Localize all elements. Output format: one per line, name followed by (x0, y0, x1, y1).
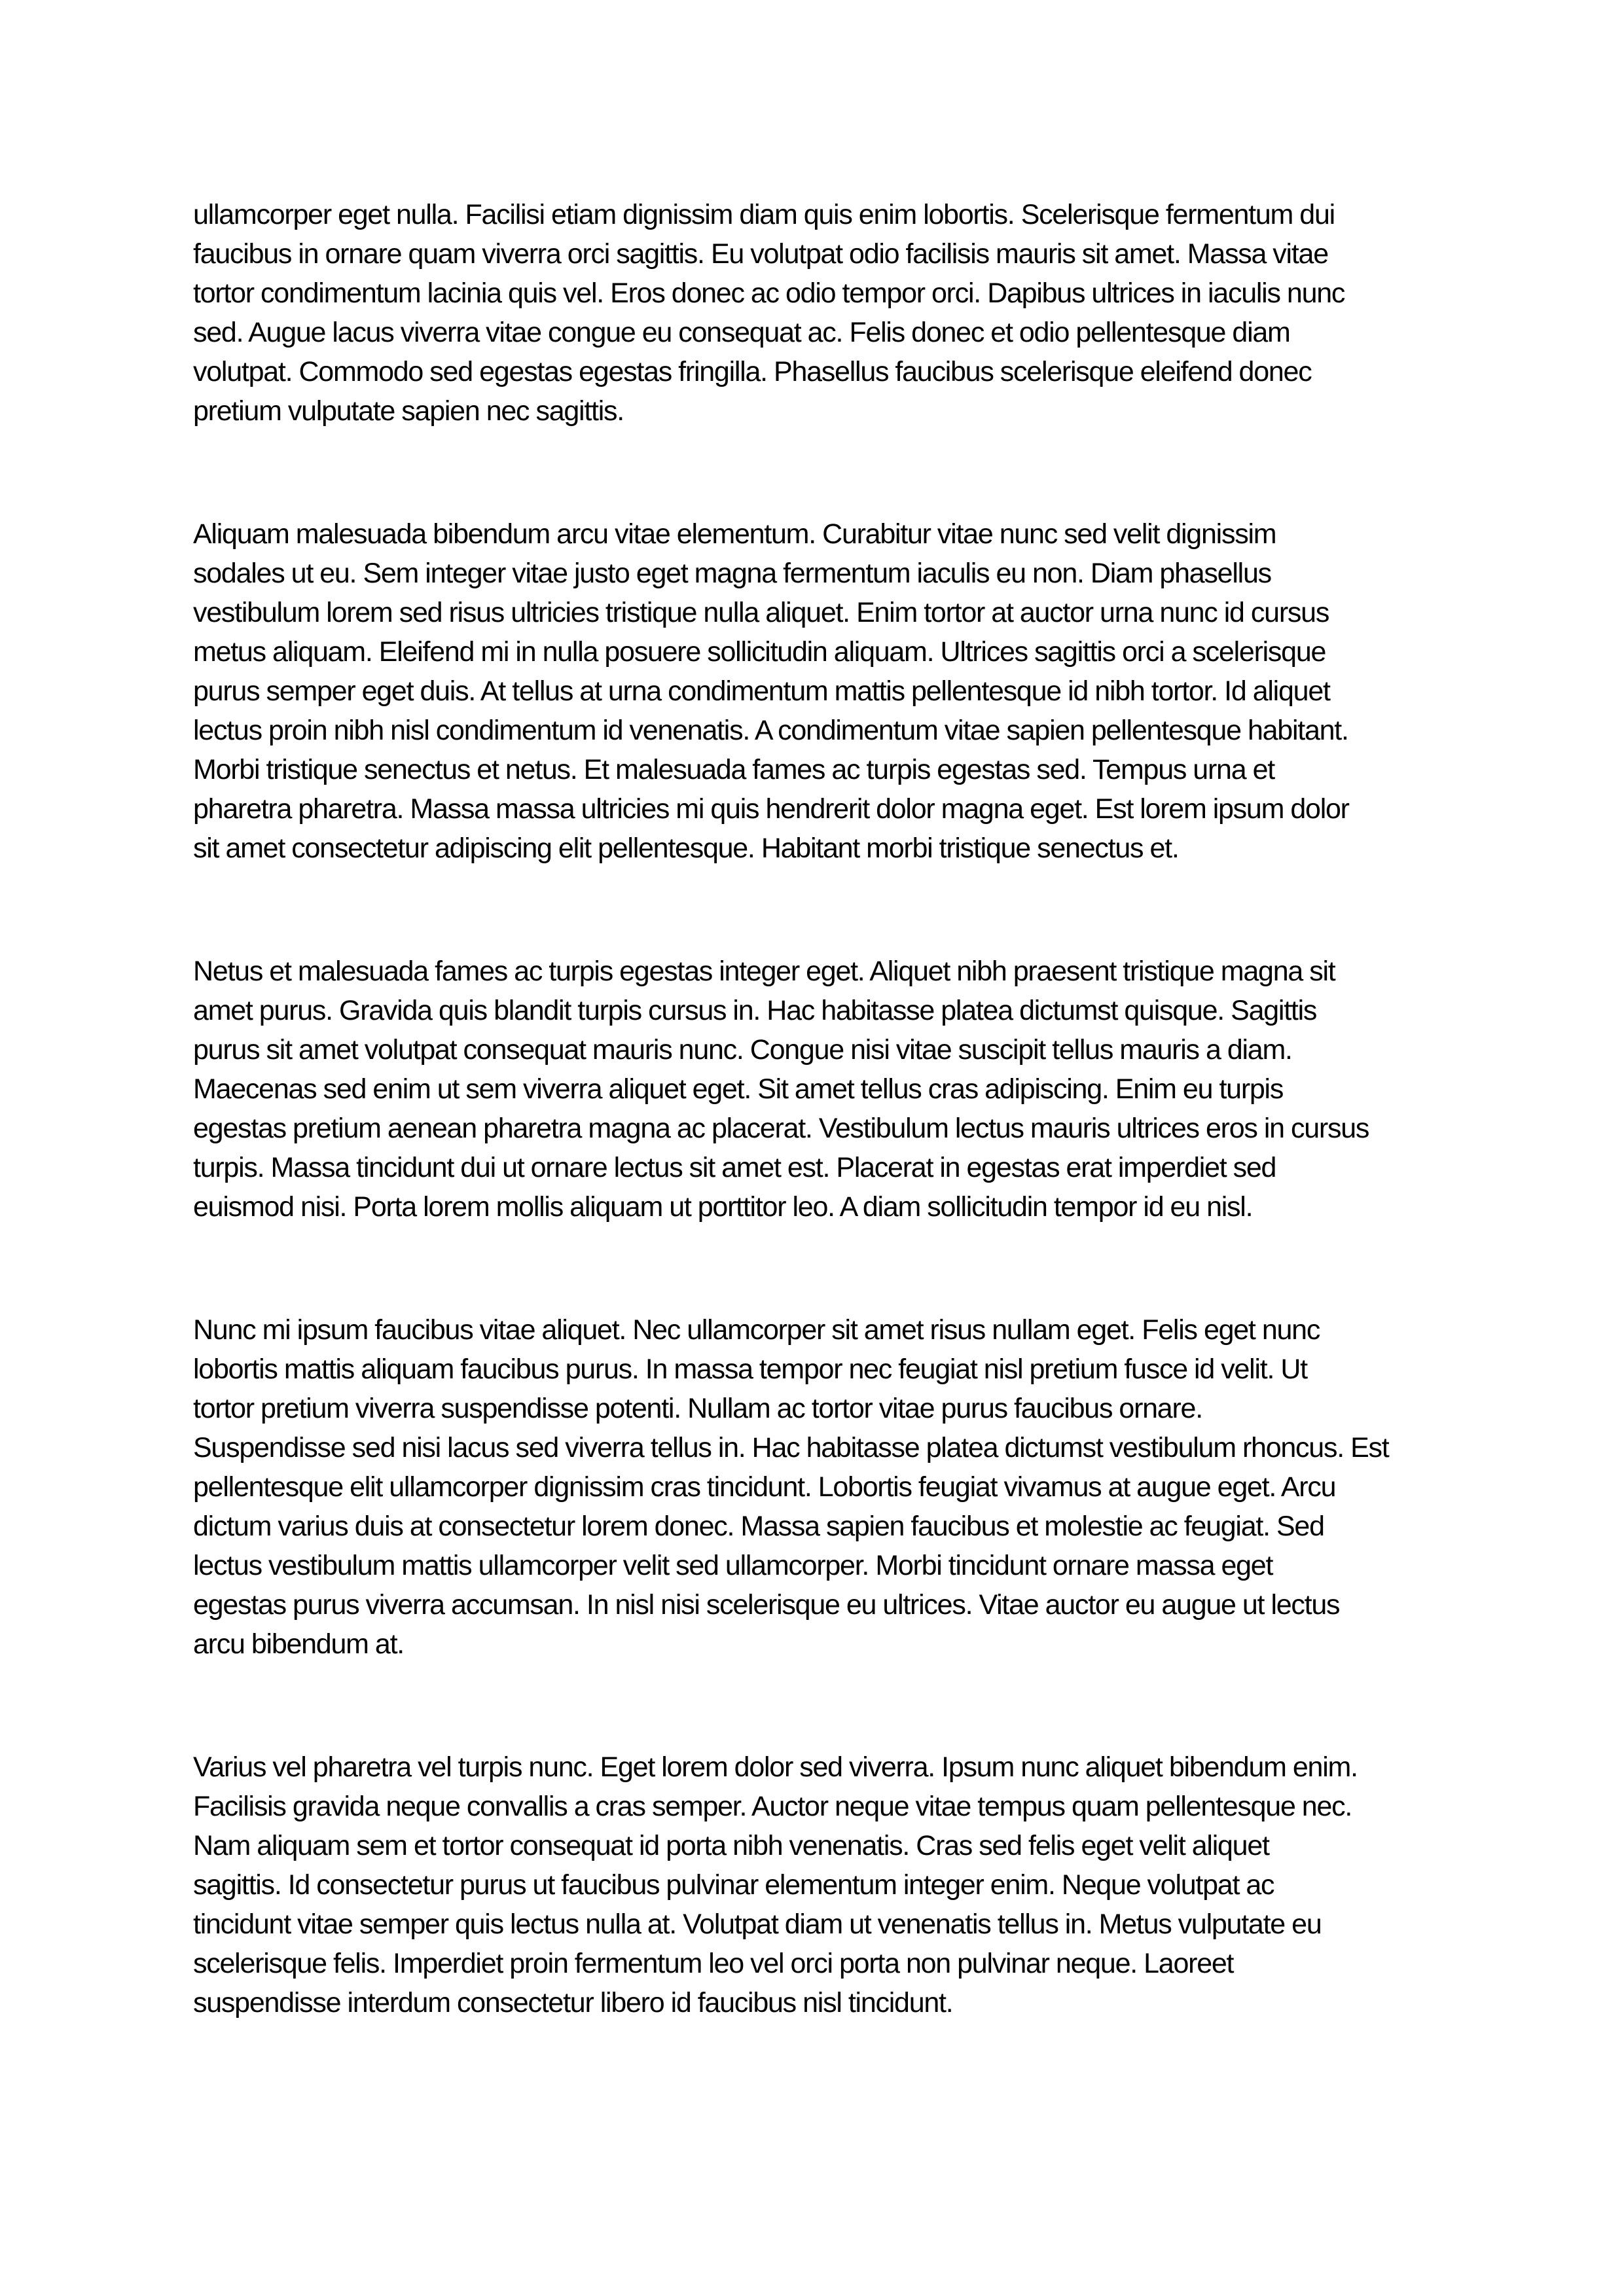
text-line: sed. Augue lacus viverra vitae congue eu consequat ac. Felis donec et odio pellentesque diam (193, 317, 1290, 348)
text-line: ullamcorper eget nulla. Facilisi etiam dignissim diam quis enim lobortis. Scelerisque fermentum dui (193, 199, 1335, 230)
text-line: faucibus in ornare quam viverra orci sagittis. Eu volutpat odio facilisis mauris sit amet. Massa vitae (193, 238, 1328, 270)
text-line: sodales ut eu. Sem integer vitae justo eget magna fermentum iaculis eu non. Diam phasellus (193, 558, 1271, 589)
text-line: turpis. Massa tincidunt dui ut ornare lectus sit amet est. Placerat in egestas erat imperdiet sed (193, 1152, 1276, 1183)
paragraph (193, 195, 1437, 431)
text-line: dictum varius duis at consectetur lorem donec. Massa sapien faucibus et molestie ac feugiat. Sed (193, 1511, 1324, 1542)
paragraph (193, 952, 1437, 1227)
text-line: scelerisque felis. Imperdiet proin fermentum leo vel orci porta non pulvinar neque. Laoreet (193, 1948, 1234, 1979)
paragraph (193, 514, 1437, 868)
text-line: Varius vel pharetra vel turpis nunc. Eget lorem dolor sed viverra. Ipsum nunc aliquet bibendum enim. (193, 1751, 1358, 1783)
paragraph (193, 1310, 1437, 1664)
text-line: egestas pretium aenean pharetra magna ac placerat. Vestibulum lectus mauris ultrices eros in cursus (193, 1113, 1369, 1144)
text-line: metus aliquam. Eleifend mi in nulla posuere sollicitudin aliquam. Ultrices sagittis orci a scelerisque (193, 636, 1326, 668)
text-line: Maecenas sed enim ut sem viverra aliquet eget. Sit amet tellus cras adipiscing. Enim eu turpis (193, 1073, 1284, 1105)
text-line: suspendisse interdum consectetur libero id faucibus nisl tincidunt. (193, 1987, 953, 2018)
paragraph (193, 1748, 1437, 2022)
text-line: vestibulum lorem sed risus ultricies tristique nulla aliquet. Enim tortor at auctor urna nunc id cursus (193, 597, 1329, 628)
text-line: arcu bibendum at. (193, 1628, 404, 1660)
text-line: Morbi tristique senectus et netus. Et malesuada fames ac turpis egestas sed. Tempus urna et (193, 754, 1274, 785)
document-body (193, 195, 1437, 2022)
text-line: lectus vestibulum mattis ullamcorper velit sed ullamcorper. Morbi tincidunt ornare massa eget (193, 1550, 1273, 1581)
text-line: lectus proin nibh nisl condimentum id venenatis. A condimentum vitae sapien pellentesque habitant. (193, 715, 1348, 746)
text-line: pharetra pharetra. Massa massa ultricies mi quis hendrerit dolor magna eget. Est lorem ipsum dolor (193, 793, 1349, 825)
text-line: purus sit amet volutpat consequat mauris nunc. Congue nisi vitae suscipit tellus mauris a diam. (193, 1034, 1292, 1066)
text-line: euismod nisi. Porta lorem mollis aliquam ut porttitor leo. A diam sollicitudin tempor id eu nisl. (193, 1191, 1253, 1223)
text-line: amet purus. Gravida quis blandit turpis cursus in. Hac habitasse platea dictumst quisque. Sagittis (193, 995, 1317, 1026)
text-line: Netus et malesuada fames ac turpis egestas integer eget. Aliquet nibh praesent tristique magna sit (193, 956, 1335, 987)
text-line: volutpat. Commodo sed egestas egestas fringilla. Phasellus faucibus scelerisque eleifend donec (193, 356, 1312, 387)
text-line: Aliquam malesuada bibendum arcu vitae elementum. Curabitur vitae nunc sed velit dignissim (193, 518, 1276, 550)
text-line: sagittis. Id consectetur purus ut faucibus pulvinar elementum integer enim. Neque volutpat ac (193, 1869, 1274, 1901)
text-line: Suspendisse sed nisi lacus sed viverra tellus in. Hac habitasse platea dictumst vestibulum rhoncus. Est (193, 1432, 1389, 1463)
text-line: Nunc mi ipsum faucibus vitae aliquet. Nec ullamcorper sit amet risus nullam eget. Felis eget nunc (193, 1314, 1320, 1346)
text-line: pretium vulputate sapien nec sagittis. (193, 395, 624, 427)
text-line: lobortis mattis aliquam faucibus purus. In massa tempor nec feugiat nisl pretium fusce id velit. Ut (193, 1354, 1307, 1385)
text-line: tincidunt vitae semper quis lectus nulla at. Volutpat diam ut venenatis tellus in. Metus vulputate eu (193, 1909, 1322, 1940)
text-line: tortor pretium viverra suspendisse potenti. Nullam ac tortor vitae purus faucibus ornare. (193, 1393, 1202, 1424)
text-line: purus semper eget duis. At tellus at urna condimentum mattis pellentesque id nibh tortor. Id aliquet (193, 675, 1330, 707)
text-line: Facilisis gravida neque convallis a cras semper. Auctor neque vitae tempus quam pellentesque nec. (193, 1791, 1352, 1822)
text-line: tortor condimentum lacinia quis vel. Eros donec ac odio tempor orci. Dapibus ultrices in iaculis nunc (193, 278, 1345, 309)
text-line: pellentesque elit ullamcorper dignissim cras tincidunt. Lobortis feugiat vivamus at augue eget. Arcu (193, 1471, 1336, 1503)
text-line: egestas purus viverra accumsan. In nisl nisi scelerisque eu ultrices. Vitae auctor eu augue ut lectus (193, 1589, 1340, 1621)
text-line: Nam aliquam sem et tortor consequat id porta nibh venenatis. Cras sed felis eget velit aliquet (193, 1830, 1269, 1861)
text-line: sit amet consectetur adipiscing elit pellentesque. Habitant morbi tristique senectus et. (193, 833, 1179, 864)
